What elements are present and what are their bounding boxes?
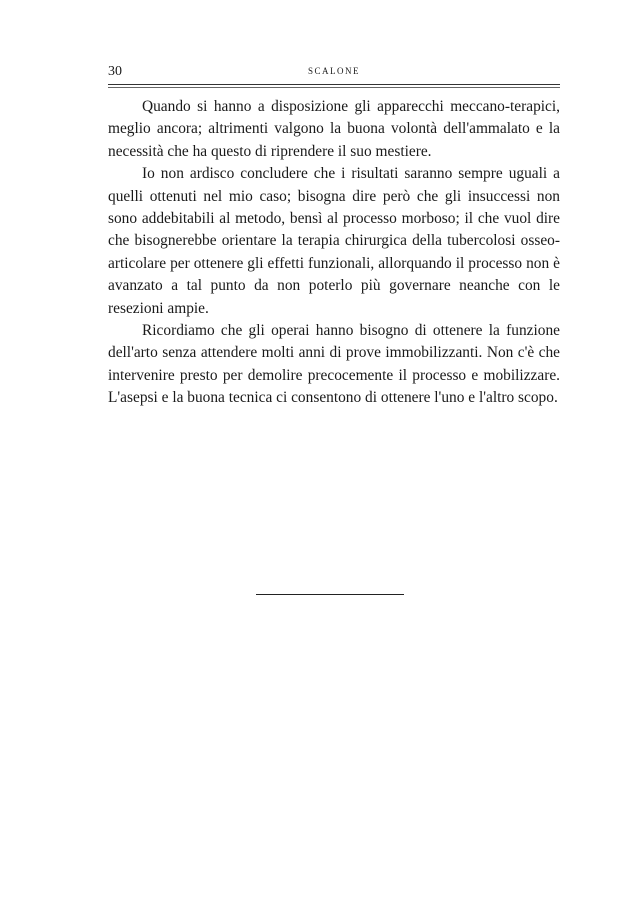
running-title: SCALONE — [307, 66, 360, 76]
header-rule-top — [108, 84, 560, 85]
paragraph-1: Quando si hanno a disposizione gli apparecchi meccano-terapici, meglio ancora; altrimenti valgono la buona volontà dell'ammalato e la necessità che ha questo di riprendere il suo mestiere. — [108, 98, 560, 160]
page-number: 30 — [108, 64, 122, 79]
body-text — [108, 96, 560, 410]
paragraph-3: Ricordiamo che gli operai hanno bisogno di ottenere la funzione dell'arto senza attendere molti anni di prove immobilizzanti. Non c'è che intervenire presto per demolire precocemente il processo e mobilizzare. L'asepsi e la buona tecnica ci consentono di ottenere l'uno e l'altro scopo. — [108, 322, 560, 407]
header-rule-bottom — [108, 87, 560, 88]
end-rule — [256, 594, 404, 595]
running-head — [108, 64, 560, 84]
paragraph-2: Io non ardisco concludere che i risultati saranno sempre uguali a quelli ottenuti nel mio caso; bisogna dire però che gli insuccessi non sono addebitabili al metodo, bensì al processo morboso; il che vuol dire che bisognerebbe orientare la terapia chirurgica della tubercolosi osseo-articolare per ottenere gli effetti funzionali, allorquando il processo non è avanzato a tal punto da non poterlo più governare neanche con le resezioni ampie. — [108, 165, 560, 317]
